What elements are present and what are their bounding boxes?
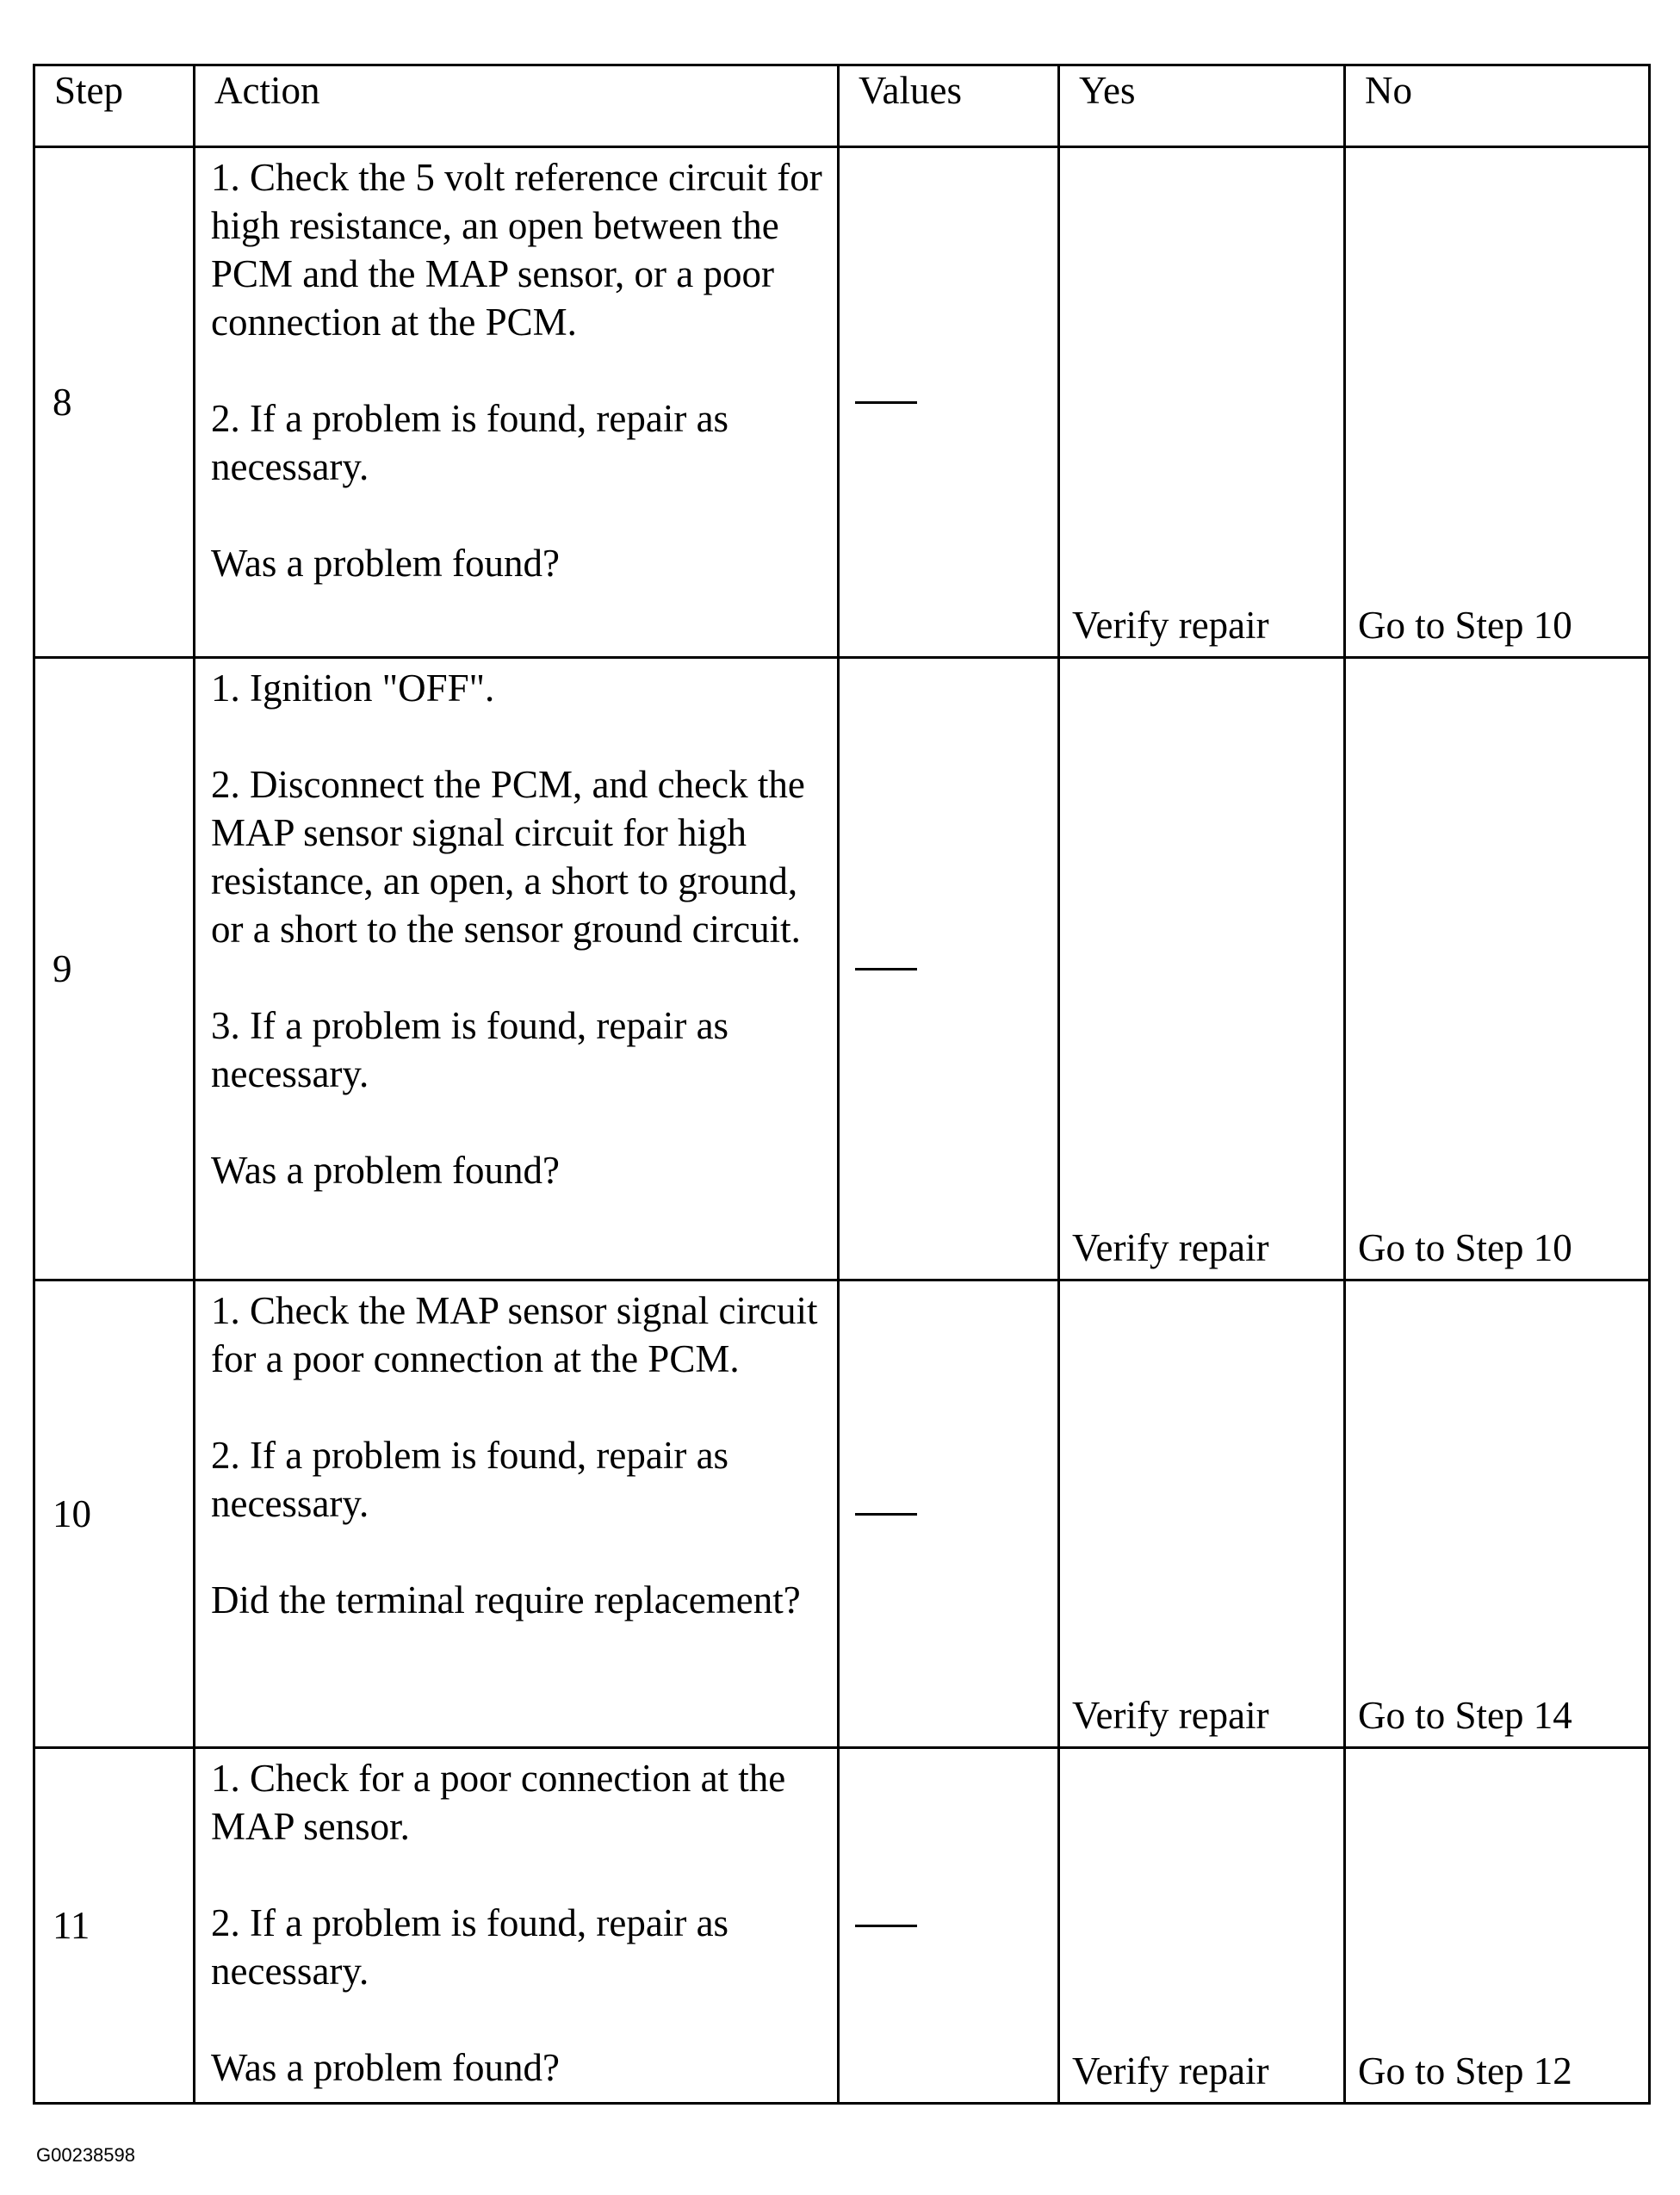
action-question: Was a problem found?	[211, 1149, 560, 1192]
no-cell	[1345, 658, 1650, 1280]
step-cell	[34, 1748, 195, 2104]
values-dash	[855, 1513, 917, 1516]
header-values: Values	[839, 65, 1059, 147]
step-cell	[34, 1280, 195, 1748]
no-result: Go to Step 10	[1358, 1226, 1572, 1269]
values-dash	[855, 401, 917, 404]
no-result: Go to Step 12	[1358, 2049, 1572, 2093]
yes-result: Verify repair	[1072, 604, 1269, 647]
table-row	[34, 147, 1650, 658]
action-cell	[195, 1280, 839, 1748]
step-number: 9	[53, 947, 72, 990]
action-instruction: 2. If a problem is found, repair as necessary.	[211, 397, 729, 488]
header-yes: Yes	[1059, 65, 1345, 147]
yes-result: Verify repair	[1072, 2049, 1269, 2093]
action-instruction: 2. If a problem is found, repair as necessary.	[211, 1434, 729, 1525]
yes-cell	[1059, 658, 1345, 1280]
step-cell	[34, 658, 195, 1280]
values-cell	[839, 1280, 1059, 1748]
step-number: 10	[53, 1492, 91, 1535]
yes-cell	[1059, 1748, 1345, 2104]
values-cell	[839, 147, 1059, 658]
table-row	[34, 1280, 1650, 1748]
diagnostic-table	[33, 64, 1651, 2105]
yes-cell	[1059, 1280, 1345, 1748]
action-instruction: 1. Check the 5 volt reference circuit for high resistance, an open between the PCM and the MAP sensor, or a poor connection at the PCM.	[211, 156, 822, 344]
action-instruction: 1. Check for a poor connection at the MAP sensor.	[211, 1757, 786, 1848]
values-dash	[855, 968, 917, 970]
action-question: Was a problem found?	[211, 542, 560, 585]
table-row	[34, 658, 1650, 1280]
figure-code: G00238598	[36, 2144, 135, 2166]
action-instruction: 1. Ignition "OFF".	[211, 667, 495, 710]
yes-cell	[1059, 147, 1345, 658]
yes-result: Verify repair	[1072, 1226, 1269, 1269]
values-dash	[855, 1925, 917, 1927]
action-instruction: 2. Disconnect the PCM, and check the MAP sensor signal circuit for high resistance, an open, a short to ground, or a short to the sensor ground circuit.	[211, 763, 805, 951]
no-result: Go to Step 14	[1358, 1694, 1572, 1737]
values-cell	[839, 1748, 1059, 2104]
no-result: Go to Step 10	[1358, 604, 1572, 647]
values-cell	[839, 658, 1059, 1280]
table-row	[34, 1748, 1650, 2104]
step-number: 11	[53, 1904, 90, 1947]
no-cell	[1345, 147, 1650, 658]
step-number: 8	[53, 381, 72, 424]
action-cell	[195, 147, 839, 658]
action-cell	[195, 658, 839, 1280]
no-cell	[1345, 1748, 1650, 2104]
header-row	[34, 65, 1650, 147]
yes-result: Verify repair	[1072, 1694, 1269, 1737]
step-cell	[34, 147, 195, 658]
action-question: Did the terminal require replacement?	[211, 1578, 801, 1621]
action-instruction: 1. Check the MAP sensor signal circuit for a poor connection at the PCM.	[211, 1289, 818, 1380]
header-no: No	[1345, 65, 1650, 147]
action-instruction: 3. If a problem is found, repair as necessary.	[211, 1004, 729, 1095]
header-step: Step	[34, 65, 195, 147]
action-instruction: 2. If a problem is found, repair as necessary.	[211, 1901, 729, 1993]
no-cell	[1345, 1280, 1650, 1748]
header-action: Action	[195, 65, 839, 147]
action-cell	[195, 1748, 839, 2104]
action-question: Was a problem found?	[211, 2046, 560, 2089]
